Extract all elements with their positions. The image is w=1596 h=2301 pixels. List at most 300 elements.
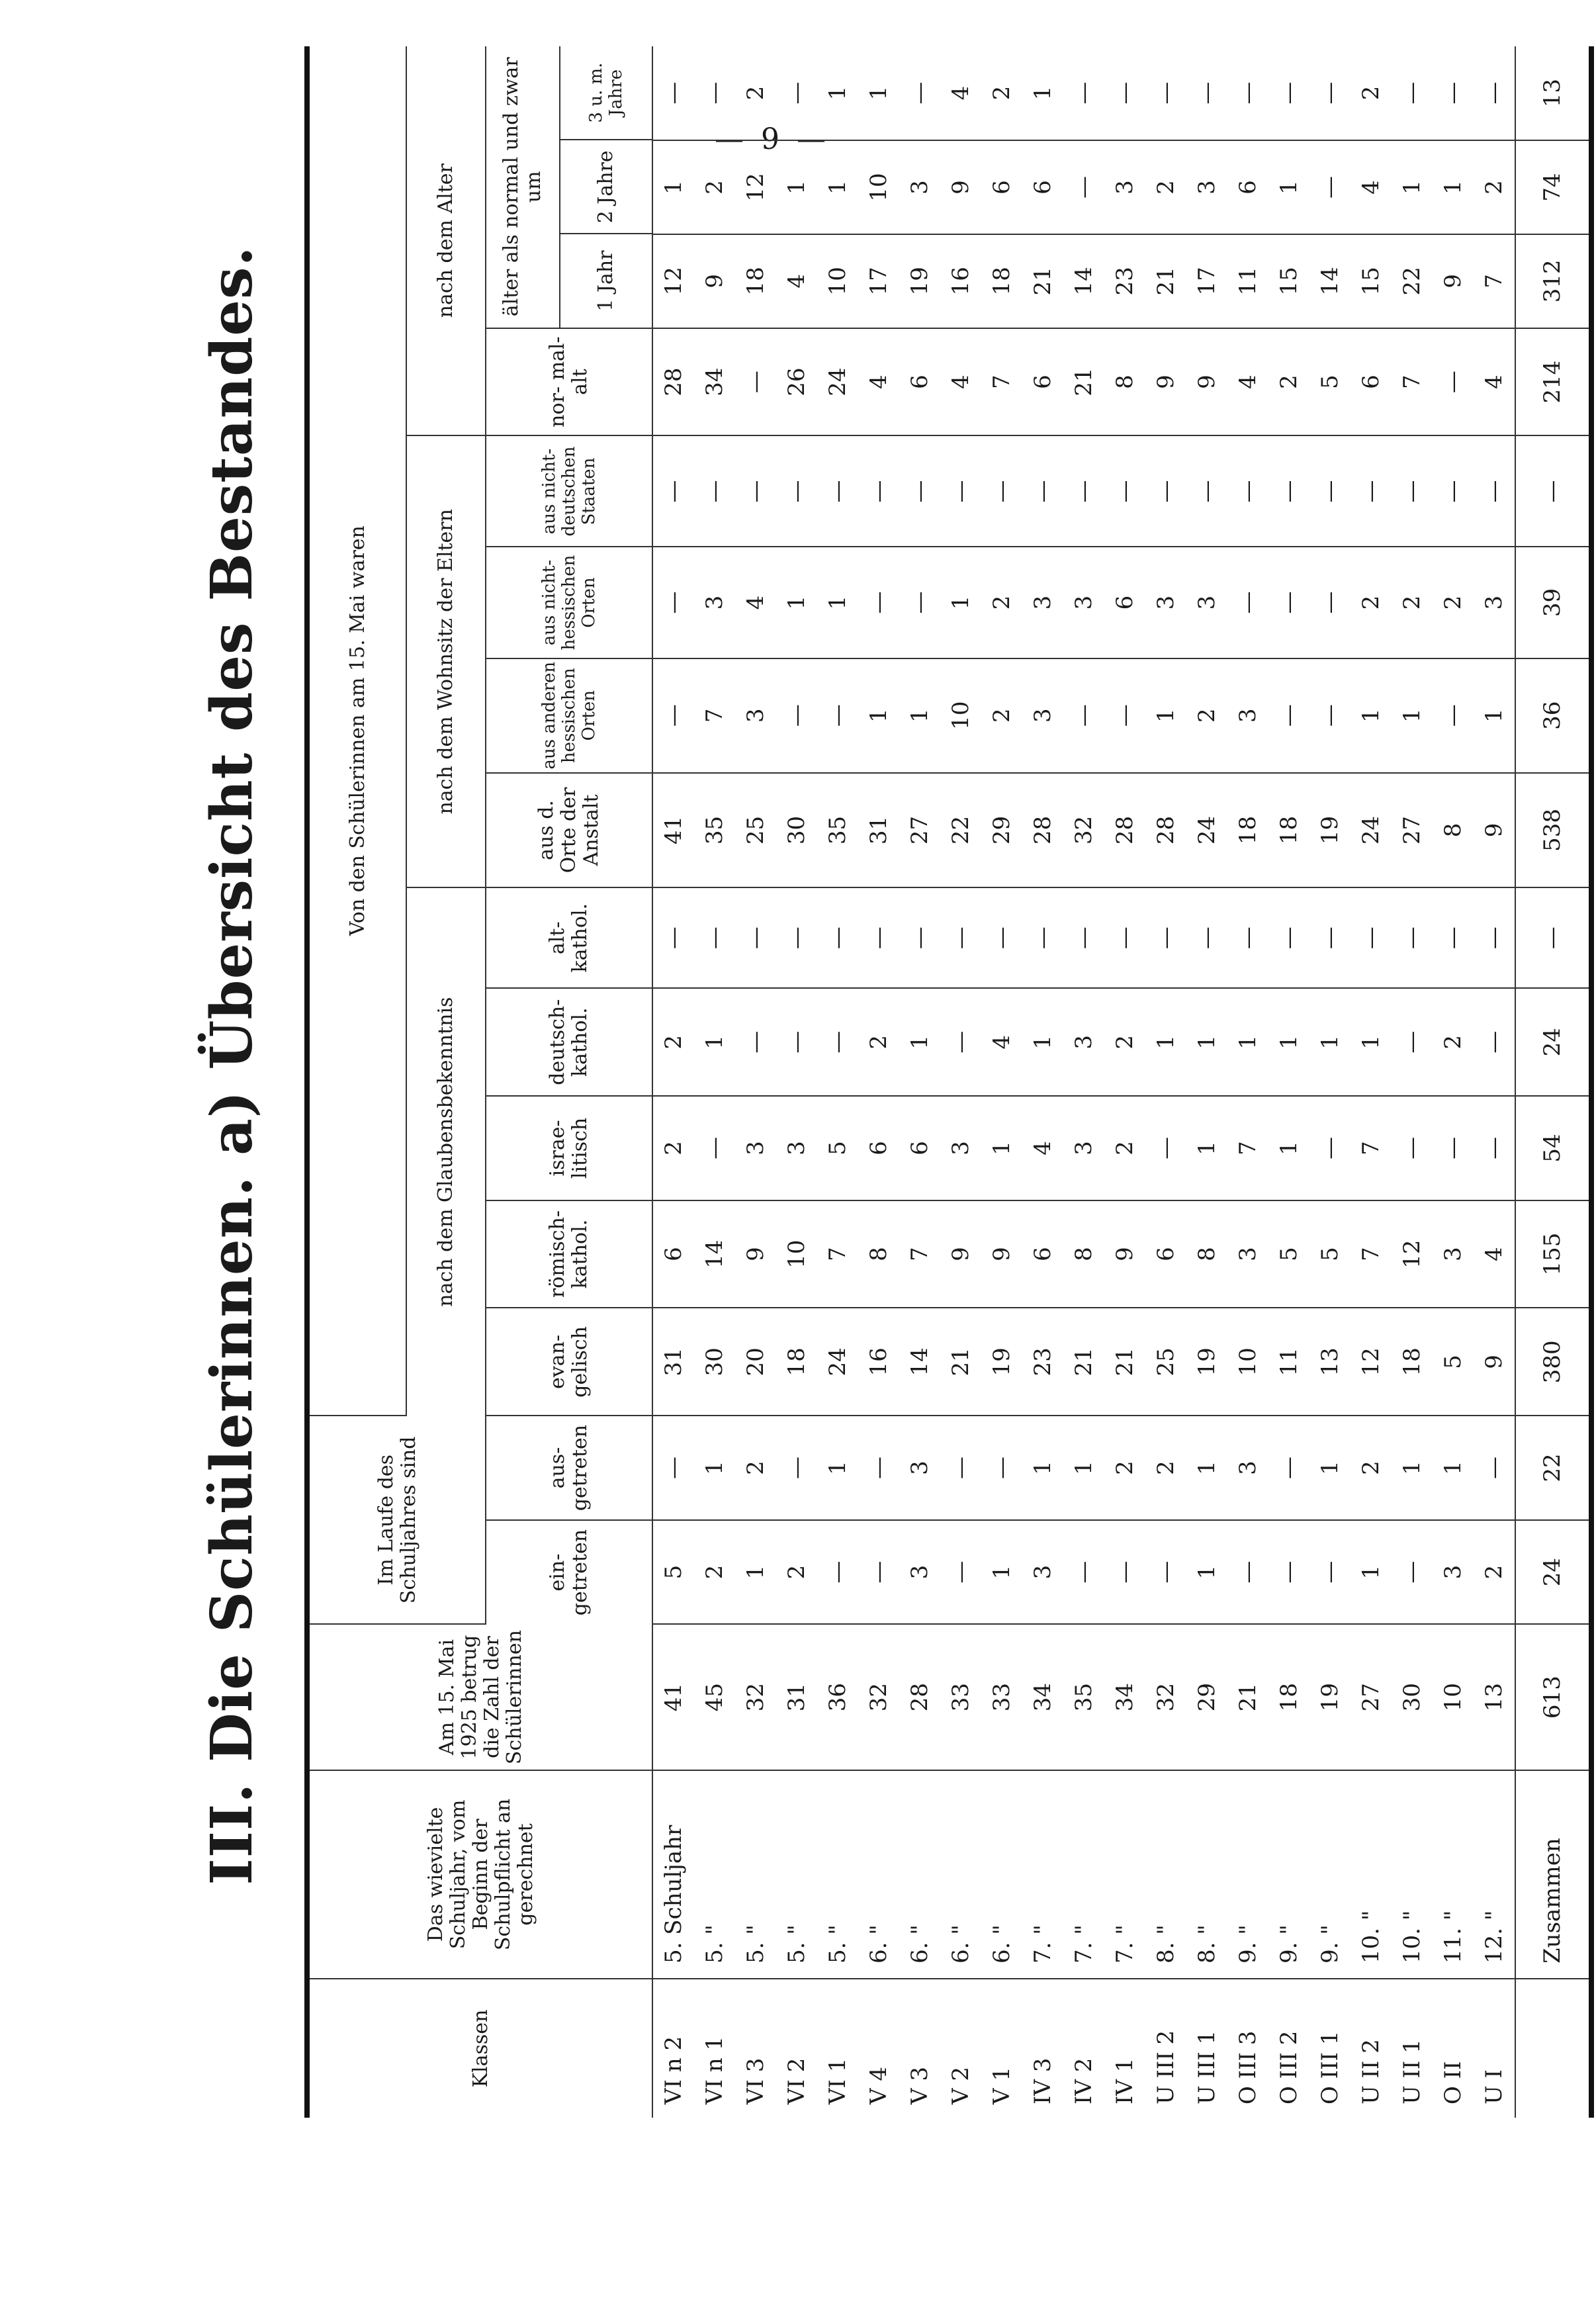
cell-ort: 19 [1309,773,1351,887]
cell-j2: 3 [899,140,940,234]
cell-klasse: VI 3 [742,2057,769,2104]
cell-norm: 26 [776,328,817,436]
total-ev: 380 [1515,1308,1591,1416]
cell-zahl: 45 [694,1624,735,1770]
cell-aus: 1 [1309,1416,1351,1520]
header-schuljahr: Das wievielte Schuljahr, vom Beginn der Schulpflicht an gerechnet [307,1770,652,1979]
cell-norm: 24 [817,328,858,436]
table-row [817,46,858,2118]
cell-hess: — [817,658,858,773]
cell-rk: 10 [776,1200,817,1308]
cell-ev: 19 [981,1308,1022,1416]
cell-ak: — [981,887,1022,988]
cell-aus: 1 [1186,1416,1227,1520]
cell-ev: 18 [1392,1308,1433,1416]
cell-zahl: 41 [652,1624,694,1770]
cell-norm: 4 [940,328,981,436]
cell-nhess: 2 [1392,547,1433,658]
cell-ort: 29 [981,773,1022,887]
cell-norm: 9 [1145,328,1186,436]
cell-jahr: 9. " [1268,1770,1309,1979]
page-number: — 9 — [715,122,830,156]
cell-nhess: 2 [1433,547,1474,658]
student-overview-table [304,46,1594,2118]
cell-ev: 9 [1474,1308,1515,1416]
cell-jahr: 10. " [1351,1770,1392,1979]
total-ein: 24 [1515,1520,1591,1625]
cell-ak: — [817,887,858,988]
header-ausgetreten: aus- getreten [486,1416,652,1520]
cell-norm: 21 [1063,328,1104,436]
cell-j3: — [1309,46,1351,140]
page-title: III. Die Schülerinnen. a) Übersicht des Bestandes. [199,246,265,1885]
cell-aus: 1 [1433,1416,1474,1520]
cell-hess: — [1309,658,1351,773]
cell-dk: 1 [1268,988,1309,1096]
cell-nhess: — [899,547,940,658]
cell-rk: 9 [735,1200,776,1308]
table-row [735,46,776,2118]
header-katholisch: römisch- kathol. [486,1200,652,1308]
cell-norm: 7 [981,328,1022,436]
table-row [652,46,694,2118]
cell-dk: — [940,988,981,1096]
total-zahl: 613 [1515,1624,1591,1770]
cell-j2: 1 [776,140,817,234]
cell-rk: 7 [1351,1200,1392,1308]
cell-ndt: — [652,435,694,547]
header-glaubens: nach dem Glaubensbekenntnis [406,887,486,1416]
cell-ndt: — [1351,435,1392,547]
cell-klasse: VI n 2 [660,2036,687,2104]
cell-nhess: — [652,547,694,658]
cell-klasse: U III 2 [1153,2030,1179,2104]
cell-ev: 12 [1351,1308,1392,1416]
cell-j2: 3 [1104,140,1145,234]
cell-ein: 2 [776,1520,817,1625]
cell-ort: 35 [694,773,735,887]
cell-nhess: 2 [981,547,1022,658]
cell-is: 6 [899,1096,940,1200]
cell-ort: 18 [1227,773,1268,887]
cell-j3: — [1433,46,1474,140]
cell-j1: 7 [1474,234,1515,328]
total-norm: 214 [1515,328,1591,436]
cell-is: 2 [1104,1096,1145,1200]
cell-jahr: 6. " [981,1770,1022,1979]
cell-jahr: 9. " [1309,1770,1351,1979]
total-j3: 13 [1515,46,1591,140]
cell-klasse: O III 3 [1235,2030,1261,2104]
cell-ort: 28 [1145,773,1186,887]
cell-j3: — [652,46,694,140]
cell-j3: — [1268,46,1309,140]
cell-hess: 2 [981,658,1022,773]
cell-ndt: — [817,435,858,547]
cell-aus: — [776,1416,817,1520]
cell-ak: — [1351,887,1392,988]
total-nhess: 39 [1515,547,1591,658]
cell-hess: 1 [1392,658,1433,773]
cell-jahr: 11. " [1433,1770,1474,1979]
cell-j3: — [776,46,817,140]
cell-ndt: — [1227,435,1268,547]
cell-jahr: 12. " [1474,1770,1515,1979]
cell-hess: — [1433,658,1474,773]
cell-jahr: 7. " [1022,1770,1063,1979]
cell-nhess: — [1268,547,1309,658]
cell-ev: 21 [1063,1308,1104,1416]
cell-ev: 30 [694,1308,735,1416]
cell-klasse: U II 2 [1358,2039,1384,2104]
cell-ev: 16 [858,1308,899,1416]
cell-j1: 14 [1063,234,1104,328]
cell-rk: 8 [1063,1200,1104,1308]
cell-nhess: — [858,547,899,658]
cell-ev: 20 [735,1308,776,1416]
cell-hess: — [1268,658,1309,773]
header-aus-orte: aus d. Orte der Anstalt [486,773,652,887]
cell-j1: 21 [1022,234,1063,328]
cell-ndt: — [1186,435,1227,547]
cell-is: 3 [1063,1096,1104,1200]
cell-klasse: VI 1 [824,2057,851,2104]
cell-j2: 1 [817,140,858,234]
cell-aus: 2 [1145,1416,1186,1520]
cell-klasse: V 3 [907,2067,933,2104]
cell-nhess: 2 [1351,547,1392,658]
cell-jahr: 5. " [776,1770,817,1979]
cell-norm: 4 [1474,328,1515,436]
table-row [1063,46,1104,2118]
table-row [940,46,981,2118]
cell-klasse: O III 2 [1276,2030,1302,2104]
cell-is: — [1145,1096,1186,1200]
cell-aus: 2 [1351,1416,1392,1520]
cell-rk: 4 [1474,1200,1515,1308]
cell-rk: 7 [817,1200,858,1308]
cell-aus: 1 [817,1416,858,1520]
cell-j1: 18 [981,234,1022,328]
cell-j3: 1 [858,46,899,140]
table-row [1433,46,1474,2118]
cell-zahl: 13 [1474,1624,1515,1770]
table-row [858,46,899,2118]
cell-is: — [1474,1096,1515,1200]
cell-j2: 6 [1227,140,1268,234]
cell-ort: 8 [1433,773,1474,887]
cell-ev: 10 [1227,1308,1268,1416]
total-dk: 24 [1515,988,1591,1096]
cell-hess: — [1063,658,1104,773]
cell-j1: 15 [1351,234,1392,328]
cell-ndt: — [1145,435,1186,547]
cell-zahl: 32 [735,1624,776,1770]
cell-zahl: 27 [1351,1624,1392,1770]
cell-ak: — [1309,887,1351,988]
cell-ort: 24 [1351,773,1392,887]
cell-ak: — [1227,887,1268,988]
cell-jahr: 7. " [1104,1770,1145,1979]
cell-ndt: — [981,435,1022,547]
cell-j3: — [1392,46,1433,140]
cell-zahl: 34 [1022,1624,1063,1770]
cell-j3: — [899,46,940,140]
cell-ak: — [899,887,940,988]
cell-klasse: VI n 1 [701,2036,728,2104]
cell-j2: 10 [858,140,899,234]
header-wohnsitz: nach dem Wohnsitz der Eltern [406,435,486,887]
cell-zahl: 36 [817,1624,858,1770]
cell-is: 4 [1022,1096,1063,1200]
cell-j2: 2 [694,140,735,234]
cell-rk: 8 [858,1200,899,1308]
cell-zahl: 32 [1145,1624,1186,1770]
cell-ort: 28 [1022,773,1063,887]
cell-j3: 2 [981,46,1022,140]
header-bestand: Am 15. Mai 1925 betrug die Zahl der Schülerinnen [307,1624,652,1770]
cell-dk: 1 [1145,988,1186,1096]
header-2-jahre: 2 Jahre [560,140,652,234]
cell-norm: 4 [1227,328,1268,436]
cell-is: — [1392,1096,1433,1200]
cell-zahl: 28 [899,1624,940,1770]
cell-dk: 1 [694,988,735,1096]
cell-j1: 4 [776,234,817,328]
cell-ein: 1 [1186,1520,1227,1625]
cell-j3: 4 [940,46,981,140]
cell-dk: 2 [1433,988,1474,1096]
cell-dk: 2 [1104,988,1145,1096]
cell-klasse: U I [1481,2069,1507,2104]
cell-zahl: 30 [1392,1624,1433,1770]
table-row [1392,46,1433,2118]
cell-zahl: 33 [981,1624,1022,1770]
totals-row [1515,46,1591,2118]
cell-ein: 1 [735,1520,776,1625]
header-deutschkathol: deutsch- kathol. [486,988,652,1096]
totals-blank [1515,1979,1591,2118]
cell-is: 6 [858,1096,899,1200]
cell-jahr: 6. " [940,1770,981,1979]
cell-aus: — [940,1416,981,1520]
cell-hess: 3 [1022,658,1063,773]
cell-ort: 9 [1474,773,1515,887]
table-row [1145,46,1186,2118]
cell-hess: 1 [858,658,899,773]
cell-nhess: 3 [1145,547,1186,658]
total-rk: 155 [1515,1200,1591,1308]
cell-nhess: 6 [1104,547,1145,658]
cell-ndt: — [1309,435,1351,547]
cell-klasse: V 1 [989,2067,1015,2104]
cell-jahr: 7. " [1063,1770,1104,1979]
cell-ak: — [1145,887,1186,988]
cell-j1: 15 [1268,234,1309,328]
header-evangelisch: evan- gelisch [486,1308,652,1416]
cell-klasse: IV 2 [1071,2057,1097,2104]
cell-is: 3 [735,1096,776,1200]
cell-j3: — [1474,46,1515,140]
cell-dk: — [776,988,817,1096]
cell-aus: 2 [735,1416,776,1520]
cell-dk: 1 [899,988,940,1096]
cell-zahl: 29 [1186,1624,1227,1770]
cell-rk: 9 [981,1200,1022,1308]
cell-dk: — [1392,988,1433,1096]
cell-ak: — [1392,887,1433,988]
cell-j2: 1 [1433,140,1474,234]
cell-ein: — [817,1520,858,1625]
cell-zahl: 35 [1063,1624,1104,1770]
cell-hess: 3 [1227,658,1268,773]
cell-ein: 3 [1022,1520,1063,1625]
cell-aus: 1 [694,1416,735,1520]
cell-rk: 9 [1104,1200,1145,1308]
cell-aus: — [1268,1416,1309,1520]
cell-ak: — [1022,887,1063,988]
header-alter: nach dem Alter [406,46,486,435]
cell-j2: — [1063,140,1104,234]
cell-hess: 3 [735,658,776,773]
cell-ort: 41 [652,773,694,887]
cell-ein: — [940,1520,981,1625]
cell-klasse: IV 1 [1112,2057,1138,2104]
cell-is: 7 [1227,1096,1268,1200]
table-row [981,46,1022,2118]
cell-j3: — [1186,46,1227,140]
cell-j2: 9 [940,140,981,234]
cell-j2: 2 [1474,140,1515,234]
cell-hess: 1 [1474,658,1515,773]
cell-norm: — [735,328,776,436]
cell-dk: 1 [1227,988,1268,1096]
cell-jahr: 5. " [694,1770,735,1979]
cell-ort: 32 [1063,773,1104,887]
table-row [1022,46,1063,2118]
cell-ort: 30 [776,773,817,887]
total-j2: 74 [1515,140,1591,234]
cell-nhess: 1 [940,547,981,658]
cell-ort: 31 [858,773,899,887]
cell-ev: 11 [1268,1308,1309,1416]
cell-ein: — [1227,1520,1268,1625]
cell-aus: — [652,1416,694,1520]
cell-aus: 1 [1392,1416,1433,1520]
cell-rk: 6 [652,1200,694,1308]
cell-ort: 27 [1392,773,1433,887]
cell-rk: 14 [694,1200,735,1308]
cell-ndt: — [1392,435,1433,547]
cell-aus: 1 [1022,1416,1063,1520]
cell-is: 1 [1186,1096,1227,1200]
header-aelter-label: älter als normal und zwar um [486,46,560,328]
cell-hess: 1 [1351,658,1392,773]
cell-klasse: VI 2 [783,2057,810,2104]
cell-rk: 3 [1433,1200,1474,1308]
cell-ein: — [858,1520,899,1625]
cell-is: 2 [652,1096,694,1200]
cell-zahl: 19 [1309,1624,1351,1770]
total-ndt: — [1515,435,1591,547]
cell-ein: — [1063,1520,1104,1625]
cell-ak: — [1433,887,1474,988]
cell-klasse: U III 1 [1194,2030,1220,2104]
cell-ev: 19 [1186,1308,1227,1416]
cell-ev: 24 [817,1308,858,1416]
total-is: 54 [1515,1096,1591,1200]
cell-j1: 17 [1186,234,1227,328]
table-row [1104,46,1145,2118]
cell-nhess: 1 [817,547,858,658]
cell-dk: 1 [1351,988,1392,1096]
cell-j1: 16 [940,234,981,328]
cell-nhess: 1 [776,547,817,658]
table-row [899,46,940,2118]
cell-j2: — [1309,140,1351,234]
totals-label: Zusammen [1515,1770,1591,1979]
cell-jahr: 5. " [735,1770,776,1979]
cell-ev: 14 [899,1308,940,1416]
cell-ev: 23 [1022,1308,1063,1416]
cell-rk: 9 [940,1200,981,1308]
header-im-laufe: Im Laufe des Schuljahres sind [307,1416,486,1624]
cell-j3: — [694,46,735,140]
cell-dk: 4 [981,988,1022,1096]
cell-ev: 21 [1104,1308,1145,1416]
cell-j1: 23 [1104,234,1145,328]
cell-ak: — [776,887,817,988]
table-row [1474,46,1515,2118]
cell-nhess: 4 [735,547,776,658]
cell-norm: 2 [1268,328,1309,436]
cell-hess: 7 [694,658,735,773]
header-aus-anderen: aus anderen hessischen Orten [486,658,652,773]
cell-is: 1 [981,1096,1022,1200]
cell-ak: — [858,887,899,988]
cell-nhess: 3 [694,547,735,658]
cell-j1: 22 [1392,234,1433,328]
cell-norm: 4 [858,328,899,436]
table-row [694,46,735,2118]
cell-aus: 3 [1227,1416,1268,1520]
cell-ndt: — [1022,435,1063,547]
header-israelitisch: israe- litisch [486,1096,652,1200]
cell-is: 1 [1268,1096,1309,1200]
header-aus-nicht-hess: aus nicht- hessischen Orten [486,547,652,658]
cell-ev: 21 [940,1308,981,1416]
cell-norm: 5 [1309,328,1351,436]
cell-j3: 1 [817,46,858,140]
cell-dk: 1 [1022,988,1063,1096]
cell-ndt: — [899,435,940,547]
cell-norm: 6 [1022,328,1063,436]
cell-rk: 6 [1022,1200,1063,1308]
cell-ev: 31 [652,1308,694,1416]
cell-ndt: — [694,435,735,547]
cell-ein: 1 [1351,1520,1392,1625]
cell-rk: 6 [1145,1200,1186,1308]
cell-hess: 1 [1145,658,1186,773]
cell-is: 5 [817,1096,858,1200]
cell-is: — [1309,1096,1351,1200]
cell-j2: 2 [1145,140,1186,234]
cell-klasse: O II [1440,2061,1466,2104]
cell-klasse: O III 1 [1317,2030,1343,2104]
cell-j1: 21 [1145,234,1186,328]
cell-hess: — [1104,658,1145,773]
cell-ndt: — [1268,435,1309,547]
